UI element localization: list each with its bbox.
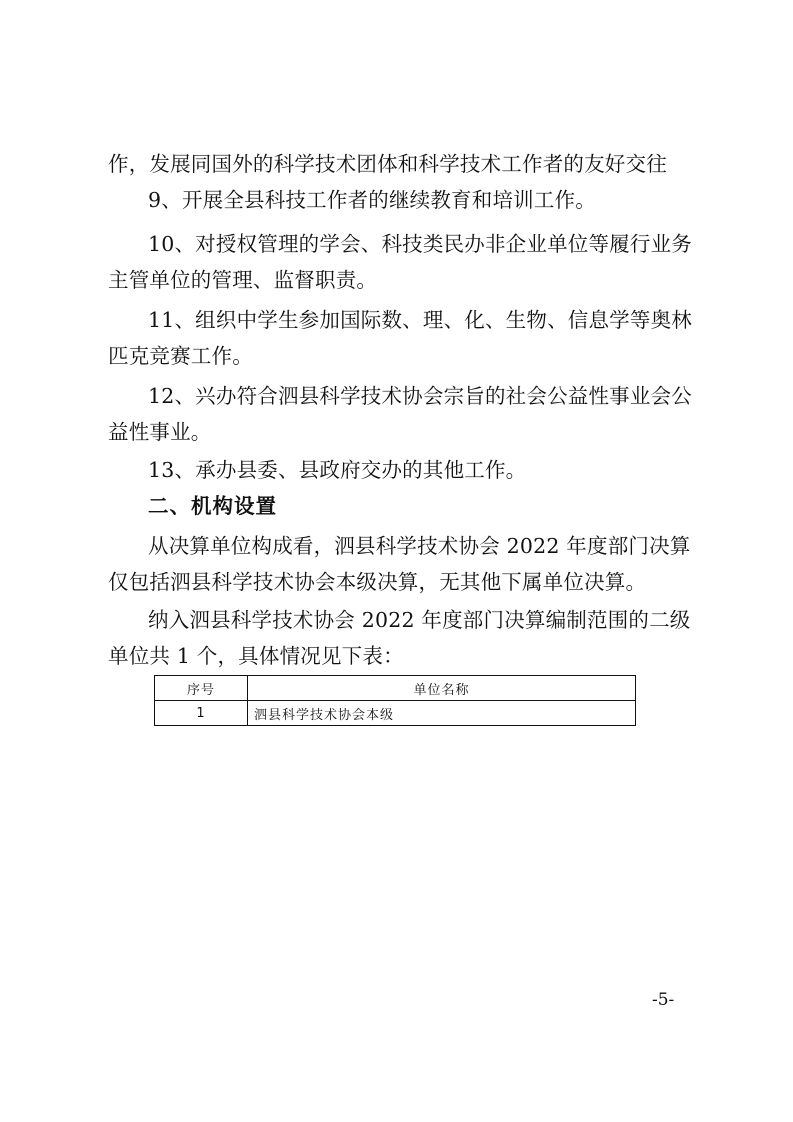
- table-header-row: [155, 676, 636, 701]
- body-paragraph-2-line1: 纳入泗县科学技术协会 2022 年度部门决算编制范围的二级: [148, 608, 691, 632]
- item-10-line2: 主管单位的管理、监督职责。: [108, 268, 378, 292]
- section-heading: 二、机构设置: [148, 494, 277, 518]
- header-cell-unit-name: 单位名称: [248, 676, 636, 701]
- cell-index: 1: [155, 701, 248, 726]
- item-11-line2: 匹克竞赛工作。: [108, 344, 253, 368]
- body-paragraph-1-line2: 仅包括泗县科学技术协会本级决算，无其他下属单位决算。: [108, 570, 647, 594]
- item-9: 9、开展全县科技工作者的继续教育和培训工作。: [148, 188, 596, 212]
- cell-unit-name: 泗县科学技术协会本级: [248, 701, 636, 726]
- item-10-line1: 10、对授权管理的学会、科技类民办非企业单位等履行业务: [148, 232, 692, 256]
- body-paragraph-1-line1: 从决算单位构成看，泗县科学技术协会 2022 年度部门决算: [148, 534, 691, 558]
- header-cell-index: 序号: [155, 676, 248, 701]
- item-12-line1: 12、兴办符合泗县科学技术协会宗旨的社会公益性事业会公: [148, 384, 692, 408]
- units-table: [154, 675, 636, 726]
- item-12-line2: 益性事业。: [108, 420, 212, 444]
- page-number: -5-: [652, 990, 675, 1010]
- item-13: 13、承办县委、县政府交办的其他工作。: [148, 458, 527, 482]
- table-row: [155, 701, 636, 726]
- paragraph-continuation: 作，发展同国外的科学技术团体和科学技术工作者的友好交往: [108, 152, 667, 176]
- item-11-line1: 11、组织中学生参加国际数、理、化、生物、信息学等奥林: [148, 308, 692, 332]
- body-paragraph-2-line2: 单位共 1 个，具体情况见下表：: [108, 644, 404, 668]
